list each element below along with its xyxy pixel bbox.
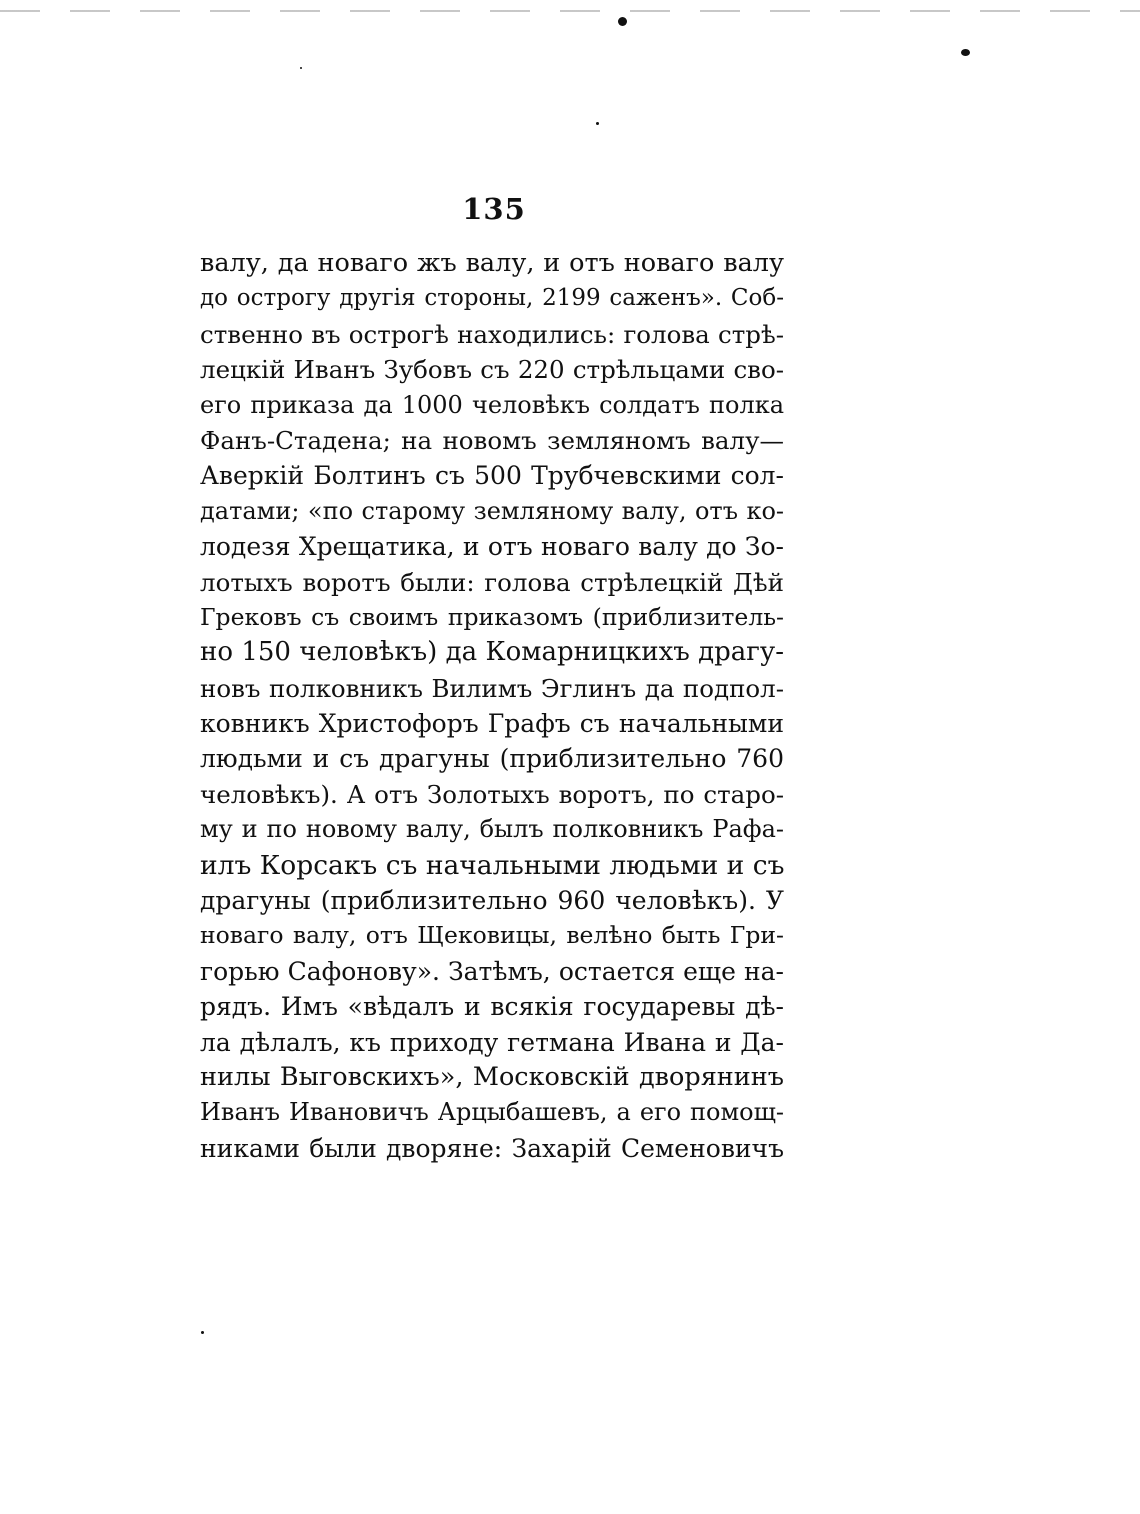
ink-speck — [596, 122, 599, 125]
text-line: новаго валу, отъ Щековицы, велѣно быть Гри- — [200, 921, 784, 950]
text-line: лодезя Хрещатика, и отъ новаго валу до Зо- — [200, 532, 784, 562]
text-line: Аверкій Болтинъ съ 500 Трубчевскими сол- — [200, 461, 784, 491]
text-line: ственно въ острогѣ находились: голова стрѣ- — [200, 319, 784, 349]
body-text — [200, 246, 784, 1166]
text-line: человѣкъ). А отъ Золотыхъ воротъ, по старо- — [200, 779, 784, 809]
text-line: до острогу другія стороны, 2199 саженъ». Соб- — [200, 285, 784, 312]
text-line: лецкій Иванъ Зубовъ съ 220 стрѣльцами сво- — [200, 355, 784, 385]
text-line: Фанъ-Стадена; на новомъ земляномъ валу— — [200, 425, 784, 455]
text-line: драгуны (приблизительно 960 человѣкъ). У — [200, 886, 784, 916]
text-line: его приказа да 1000 человѣкъ солдатъ полка — [200, 390, 784, 419]
text-line: рядъ. Имъ «вѣдалъ и всякія государевы дѣ- — [200, 992, 784, 1022]
text-line: ла дѣлалъ, къ приходу гетмана Ивана и Да- — [200, 1027, 784, 1057]
text-line: нилы Выговскихъ», Московскій дворянинъ — [200, 1061, 784, 1092]
ink-speck — [618, 17, 627, 26]
text-line: ковникъ Христофоръ Графъ съ начальными — [200, 709, 784, 739]
text-line: новъ полковникъ Вилимъ Эглинъ да подпол- — [200, 673, 784, 703]
text-line: но 150 человѣкъ) да Комарницкихъ драгу- — [200, 637, 784, 668]
text-line: валу, да новаго жъ валу, и отъ новаго валу — [200, 248, 784, 278]
text-line: илъ Корсакъ съ начальными людьми и съ — [200, 849, 785, 881]
text-line: горью Сафонову». Затѣмъ, остается еще на- — [200, 956, 784, 986]
ink-speck — [300, 67, 302, 69]
scan-edge-border — [0, 10, 1140, 12]
page-number: 135 — [462, 192, 526, 226]
ink-speck — [961, 49, 970, 56]
text-line: никами были дворяне: Захарій Семеновичъ — [200, 1133, 784, 1163]
text-line: лотыхъ воротъ были: голова стрѣлецкій Дѣй — [200, 567, 784, 597]
ink-speck — [201, 1331, 204, 1334]
text-line: Грековъ съ своимъ приказомъ (приблизитель- — [200, 602, 784, 631]
text-line: людьми и съ драгуны (приблизительно 760 — [200, 744, 784, 774]
text-line: му и по новому валу, былъ полковникъ Рафа- — [200, 815, 784, 844]
text-line: датами; «по старому земляному валу, отъ ко- — [200, 496, 784, 525]
text-line: Иванъ Ивановичъ Арцыбашевъ, а его помощ- — [200, 1098, 784, 1127]
